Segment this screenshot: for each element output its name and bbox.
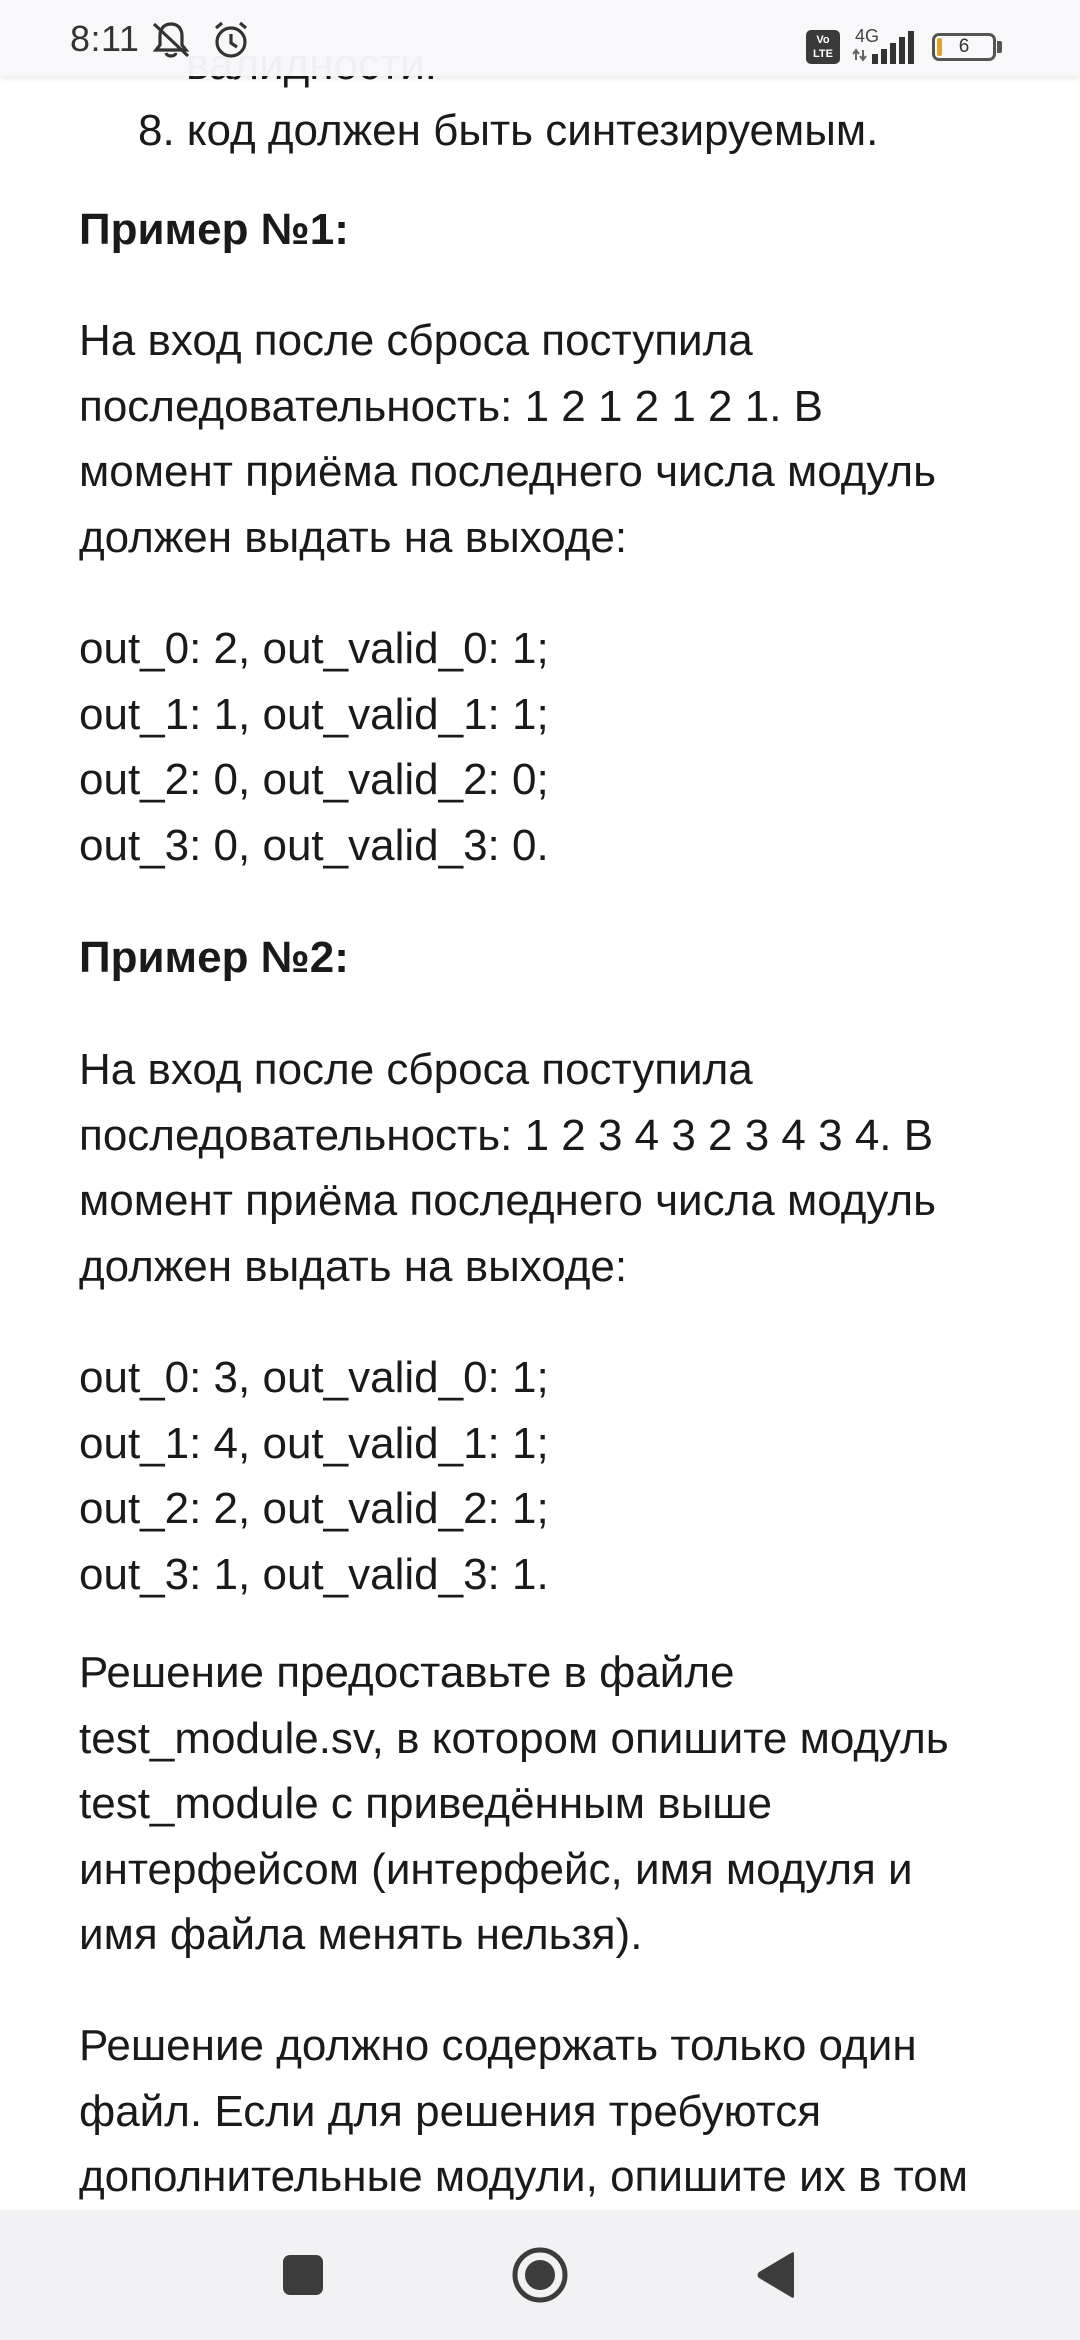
network-type-label: 4G — [855, 26, 880, 46]
signal-icon — [850, 30, 916, 66]
output-line: out_0: 2, out_valid_0: 1; — [79, 624, 549, 673]
example-1-outputs — [79, 616, 1039, 878]
battery-icon — [932, 33, 996, 61]
output-line: out_0: 3, out_valid_0: 1; — [79, 1353, 549, 1402]
paragraph-line: дополнительные модули, опишите их в том — [79, 2152, 968, 2201]
paragraph-line: момент приёма последнего числа модуль — [79, 1176, 937, 1225]
paragraph-line: На вход после сброса поступила — [79, 1045, 753, 1094]
paragraph-line: На вход после сброса поступила — [79, 316, 753, 365]
paragraph-line: интерфейсом (интерфейс, имя модуля и — [79, 1844, 913, 1894]
battery-tip — [997, 41, 1002, 53]
example-1-heading: Пример №1: — [79, 205, 349, 254]
notifications-off-icon — [150, 20, 192, 60]
example-2-heading: Пример №2: — [79, 933, 349, 982]
example-2-intro — [79, 1037, 1039, 1299]
triangle-back-icon — [754, 2251, 798, 2299]
paragraph-line: файл. Если для решения требуются — [79, 2086, 822, 2136]
square-icon — [282, 2254, 324, 2296]
output-line: out_2: 0, out_valid_2: 0; — [79, 755, 549, 804]
paragraph-line: должен выдать на выходе: — [79, 512, 628, 562]
navigation-bar — [0, 2210, 1080, 2340]
paragraph-line: должен выдать на выходе: — [79, 1241, 628, 1291]
output-line: out_3: 0, out_valid_3: 0. — [79, 820, 549, 870]
paragraph-line: имя файла менять нельзя). — [79, 1910, 643, 1959]
status-time: 8:11 — [70, 18, 140, 59]
volte-icon: Vo LTE — [806, 30, 840, 64]
list-item-8 — [138, 98, 878, 164]
example-1-intro — [79, 308, 1039, 570]
alarm-icon — [210, 20, 252, 60]
circle-icon — [511, 2246, 569, 2304]
example-2-outputs — [79, 1345, 1039, 1607]
status-bar — [0, 0, 1080, 76]
paragraph-line: Решение предоставьте в файле — [79, 1648, 735, 1697]
output-line: out_3: 1, out_valid_3: 1. — [79, 1549, 549, 1599]
paragraph-line: test_module с приведённым выше — [79, 1779, 773, 1828]
recents-button[interactable] — [233, 2210, 373, 2340]
paragraph-line: момент приёма последнего числа модуль — [79, 447, 937, 496]
paragraph-line: последовательность: 1 2 1 2 1 2 1. В — [79, 381, 824, 431]
paragraph-line: test_module.sv, в котором опишите модуль — [79, 1713, 949, 1763]
home-button[interactable] — [470, 2210, 610, 2340]
paragraph-line: Решение должно содержать только один — [79, 2021, 917, 2070]
output-line: out_1: 4, out_valid_1: 1; — [79, 1418, 549, 1468]
paragraph-line: последовательность: 1 2 3 4 3 2 3 4 3 4. В — [79, 1110, 934, 1160]
output-line: out_1: 1, out_valid_1: 1; — [79, 689, 549, 739]
list-item-text: код должен быть синтезируемым. — [186, 106, 879, 155]
output-line: out_2: 2, out_valid_2: 1; — [79, 1484, 549, 1533]
battery-level: 6 — [958, 36, 970, 57]
list-item-number: 8. — [138, 106, 175, 155]
back-button[interactable] — [706, 2210, 846, 2340]
solution-paragraph — [79, 1640, 1039, 1968]
single-file-paragraph — [79, 2013, 1039, 2210]
